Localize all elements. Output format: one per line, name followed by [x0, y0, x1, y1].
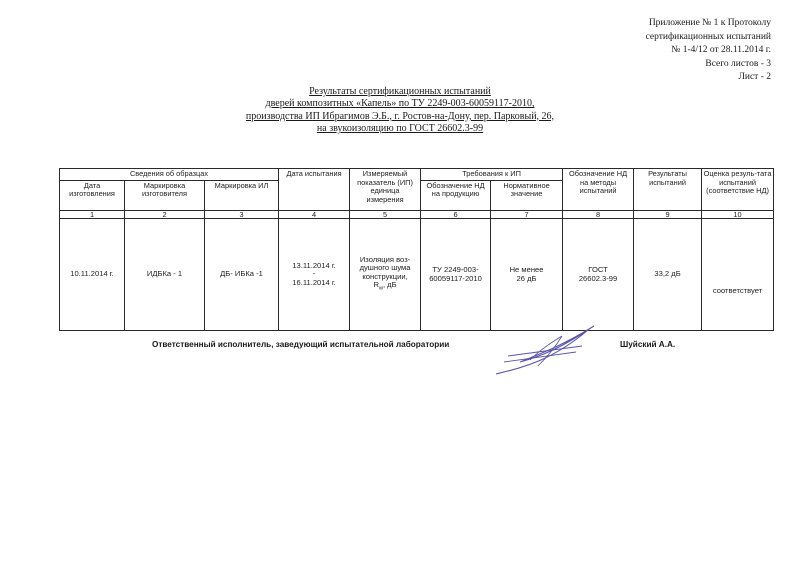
header-measured: Измеряемый показатель (ИП) единица измерения [350, 169, 421, 211]
title-line: на звукоизоляцию по ГОСТ 26602.3-99 [316, 122, 484, 134]
column-number: 10 [702, 210, 774, 219]
cell-test-date [279, 219, 350, 331]
title-line: дверей композитных «Капель» по ТУ 2249-003-60059117-2010, [265, 98, 535, 110]
cell-norm [491, 219, 563, 331]
header-nd-product: Обозначение НД на продукцию [421, 180, 491, 210]
column-number: 3 [205, 210, 279, 219]
test-date-dash: - [312, 269, 316, 279]
header-results: Результаты испытаний [634, 169, 702, 211]
appendix-line: № 1-4/12 от 28.11.2014 г. [671, 45, 771, 56]
results-table-wrap [59, 168, 773, 331]
test-date-to: 16.11.2014 г. [292, 277, 336, 287]
results-table [59, 168, 774, 331]
appendix-line: Приложение № 1 к Протоколу [648, 18, 771, 28]
header-assessment: Оценка резуль-тата испытаний (соответствие НД) [702, 169, 774, 211]
appendix-line: Всего листов - 3 [705, 58, 771, 69]
cell-date-made: 10.11.2014 г. [60, 219, 125, 331]
norm-line: 26 дБ [516, 273, 537, 283]
column-number: 2 [125, 210, 205, 219]
header-requirements-group: Требования к ИП [421, 169, 563, 181]
appendix-line: сертификационных испытаний [645, 31, 771, 42]
header-date-made: Дата изготовления [60, 180, 125, 210]
header-nd-methods: Обозначение НД на методы испытаний [563, 169, 634, 211]
column-number: 5 [350, 210, 421, 219]
column-number: 8 [563, 210, 634, 219]
assessment-text: соответствует [712, 285, 763, 295]
cell-nd-product: ТУ 2249-003-60059117-2010 [421, 219, 491, 331]
signatory-name: Шуйский А.А. [620, 340, 676, 349]
column-number: 4 [279, 210, 350, 219]
signature-label: Ответственный исполнитель, заведующий испытательной лаборатории [152, 340, 450, 349]
nd-methods-line: ГОСТ [588, 265, 608, 274]
title-line: производства ИП Ибрагимов Э.Б., г. Ростов-на-Дону, пер. Парковый, 26, [245, 110, 555, 122]
table-row [60, 219, 774, 331]
column-number: 6 [421, 210, 491, 219]
measured-unit: $R_w$, дБ [373, 280, 397, 292]
norm-line: Не менее [509, 265, 544, 274]
appendix-line: Лист - 2 [738, 72, 771, 83]
cell-measured [350, 219, 421, 331]
column-number: 7 [491, 210, 563, 219]
appendix-header [646, 17, 771, 85]
title-line: Результаты сертификационных испытаний [309, 86, 491, 97]
cell-assessment [702, 219, 774, 331]
measured-text: Изоляция воз-душного шума конструкции, [359, 254, 411, 281]
handwritten-signature [490, 322, 600, 382]
header-samples-group: Сведения об образцах [60, 169, 279, 181]
header-test-date: Дата испытания [279, 169, 350, 211]
nd-methods-line: 26602.3-99 [578, 273, 618, 283]
test-date-from: 13.11.2014 г. [292, 260, 336, 270]
cell-lab-mark: ДБ- ИБКа -1 [205, 219, 279, 331]
header-norm: Нормативное значение [491, 180, 563, 210]
cell-result: 33,2 дБ [634, 219, 702, 331]
cell-nd-methods [563, 219, 634, 331]
measured-subscript: w [378, 285, 383, 292]
header-maker-mark: Маркировка изготовителя [125, 180, 205, 210]
cell-maker-mark: ИДБКа - 1 [125, 219, 205, 331]
header-lab-mark: Маркировка ИЛ [205, 180, 279, 210]
column-number: 1 [60, 210, 125, 219]
column-number: 9 [634, 210, 702, 219]
document-title [0, 86, 800, 135]
